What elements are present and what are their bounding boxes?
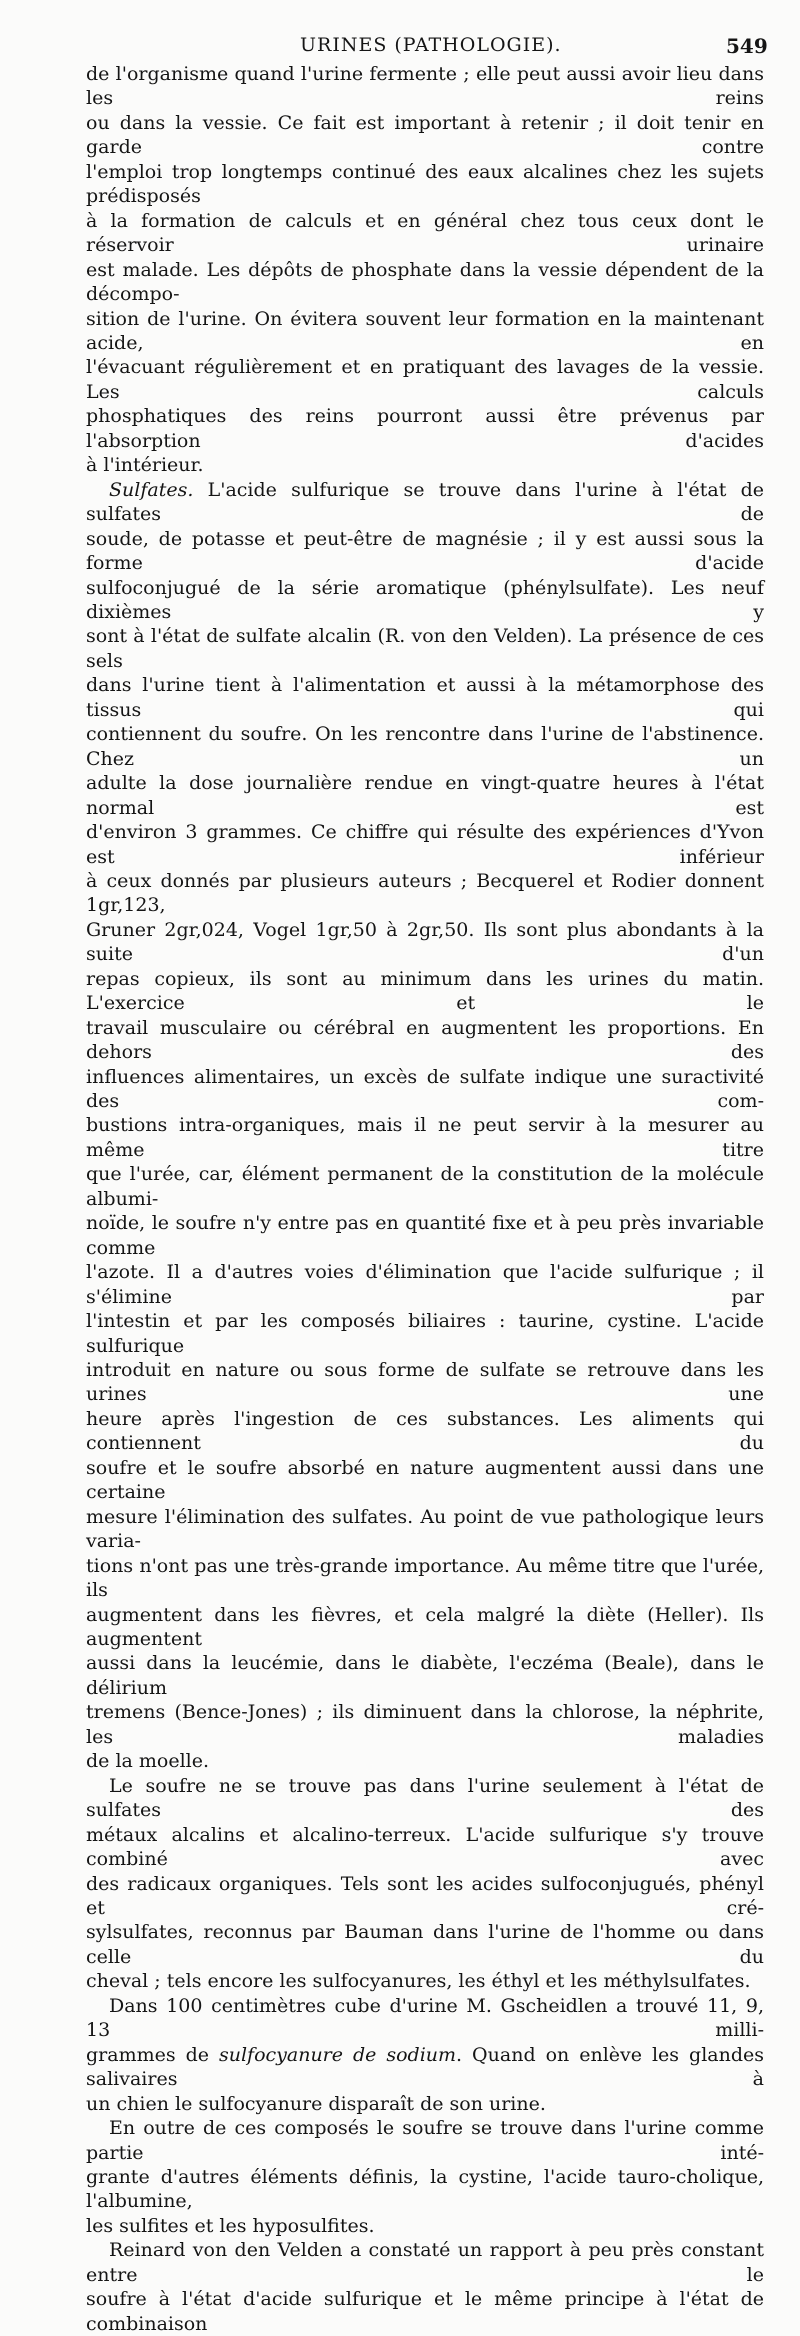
text-line: En outre de ces composés le soufre se trouve dans l'urine comme partie inté-: [86, 2117, 764, 2164]
text-line: à ceux donnés par plusieurs auteurs ; Becquerel et Rodier donnent 1gr,123,: [86, 869, 764, 917]
text-line: dans l'urine tient à l'alimentation et aussi à la métamorphose des tissus qui: [86, 674, 764, 721]
paragraph-composes: [86, 2116, 764, 2238]
text-line: phosphatiques des reins pourront aussi être prévenus par l'absorption d'acides: [86, 405, 764, 452]
text-line: Dans 100 centimètres cube d'urine M. Gscheidlen a trouvé 11, 9, 13 milli-: [86, 1994, 764, 2042]
text-line: que l'urée, car, élément permanent de la constitution de la molécule albumi-: [86, 1163, 764, 1210]
text-span: grammes de: [86, 2043, 219, 2066]
paragraph-sulfates: [86, 478, 764, 1774]
text-line: repas copieux, ils sont au minimum dans les urines du matin. L'exercice et le: [86, 967, 764, 1015]
text-line: l'évacuant régulièrement et en pratiquant des lavages de la vessie. Les calculs: [86, 356, 764, 403]
body-text: [86, 62, 764, 2336]
text-line: l'azote. Il a d'autres voies d'élimination que l'acide sulfurique ; il s'élimine par: [86, 1261, 764, 1308]
text-line: [86, 478, 764, 527]
paragraph-velden: [86, 2238, 764, 2336]
text-line: sulfoconjugué de la série aromatique (phénylsulfate). Les neuf dixièmes y: [86, 576, 764, 623]
text-line: soufre et le soufre absorbé en nature augmentent aussi dans une certaine: [86, 1456, 764, 1504]
text-line: grante d'autres éléments définis, la cystine, l'acide tauro-cholique, l'albumine,: [86, 2165, 764, 2213]
text-line: bustions intra-organiques, mais il ne peut servir à la mesurer au même titre: [86, 1114, 764, 1161]
text-line: à l'intérieur.: [86, 454, 204, 477]
italic-term: sulfocyanure de sodium: [218, 2043, 457, 2066]
text-line: l'emploi trop longtemps continué des eaux alcalines chez les sujets prédisposés: [86, 160, 764, 208]
text-line: influences alimentaires, un excès de sulfate indique une suractivité des com-: [86, 1065, 764, 1113]
text-line: noïde, le soufre n'y entre pas en quantité fixe et à peu près invariable comme: [86, 1212, 764, 1259]
text-line: adulte la dose journalière rendue en vingt-quatre heures à l'état normal est: [86, 772, 764, 819]
text-line: d'environ 3 grammes. Ce chiffre qui résulte des expériences d'Yvon est inférieur: [86, 821, 764, 868]
paragraph-continuation: [86, 62, 764, 478]
text-line: est malade. Les dépôts de phosphate dans la vessie dépendent de la décompo-: [86, 258, 764, 306]
text-span: . Quand on enlève les glandes salivaires à: [86, 2043, 764, 2091]
text-line: Reinard von den Velden a constaté un rapport à peu près constant entre le: [86, 2239, 764, 2286]
running-header: [0, 28, 800, 58]
text-line: métaux alcalins et alcalino-terreux. L'acide sulfurique s'y trouve combiné avec: [86, 1823, 764, 1871]
text-span: L'acide sulfurique se trouve dans l'urine à l'état de sulfates de: [86, 478, 764, 526]
text-line: cheval ; tels encore les sulfocyanures, les éthyl et les méthylsulfates.: [86, 1970, 751, 1993]
text-line: augmentent dans les fièvres, et cela malgré la diète (Heller). Ils augmentent: [86, 1603, 764, 1650]
text-line: soufre à l'état d'acide sulfurique et le même principe à l'état de combinaison: [86, 2288, 764, 2335]
text-line: aussi dans la leucémie, dans le diabète, l'eczéma (Beale), dans le délirium: [86, 1652, 764, 1699]
running-title: URINES (PATHOLOGIE).: [300, 34, 562, 56]
page-number: 549: [726, 34, 768, 58]
text-line: introduit en nature ou sous forme de sulfate se retrouve dans les urines une: [86, 1359, 764, 1406]
text-line: l'intestin et par les composés biliaires : taurine, cystine. L'acide sulfurique: [86, 1310, 764, 1357]
text-line: soude, de potasse et peut-être de magnésie ; il y est aussi sous la forme d'acide: [86, 527, 764, 575]
text-line: de l'organisme quand l'urine fermente ; elle peut aussi avoir lieu dans les reins: [86, 63, 764, 110]
text-line: tremens (Bence-Jones) ; ils diminuent dans la chlorose, la néphrite, les maladies: [86, 1701, 764, 1748]
text-line: ou dans la vessie. Ce fait est important à retenir ; il doit tenir en garde contre: [86, 111, 764, 159]
text-line: Le soufre ne se trouve pas dans l'urine seulement à l'état de sulfates des: [86, 1774, 764, 1822]
text-line: de la moelle.: [86, 1750, 210, 1773]
paragraph-soufre: [86, 1774, 764, 1994]
paragraph-gscheidlen: [86, 1994, 764, 2116]
text-line: Gruner 2gr,024, Vogel 1gr,50 à 2gr,50. Ils sont plus abondants à la suite d'un: [86, 918, 764, 966]
text-line: un chien le sulfocyanure disparaît de son urine.: [86, 2092, 546, 2115]
section-heading-sulfates: Sulfates.: [109, 478, 194, 501]
text-line: heure après l'ingestion de ces substances. Les aliments qui contiennent du: [86, 1407, 764, 1455]
text-line: [86, 2043, 764, 2092]
text-line: tions n'ont pas une très-grande importance. Au même titre que l'urée, ils: [86, 1554, 764, 1602]
text-line: sont à l'état de sulfate alcalin (R. von den Velden). La présence de ces sels: [86, 625, 764, 672]
text-line: sylsulfates, reconnus par Bauman dans l'urine de l'homme ou dans celle du: [86, 1921, 764, 1968]
text-line: contiennent du soufre. On les rencontre dans l'urine de l'abstinence. Chez un: [86, 723, 764, 770]
text-line: travail musculaire ou cérébral en augmentent les proportions. En dehors des: [86, 1016, 764, 1064]
text-line: des radicaux organiques. Tels sont les acides sulfoconjugués, phényl et cré-: [86, 1872, 764, 1919]
text-line: sition de l'urine. On évitera souvent leur formation en la maintenant acide, en: [86, 307, 764, 354]
text-line: à la formation de calculs et en général chez tous ceux dont le réservoir urinaire: [86, 209, 764, 257]
text-line: les sulfites et les hyposulfites.: [86, 2214, 375, 2237]
text-line: mesure l'élimination des sulfates. Au point de vue pathologique leurs varia-: [86, 1505, 764, 1553]
